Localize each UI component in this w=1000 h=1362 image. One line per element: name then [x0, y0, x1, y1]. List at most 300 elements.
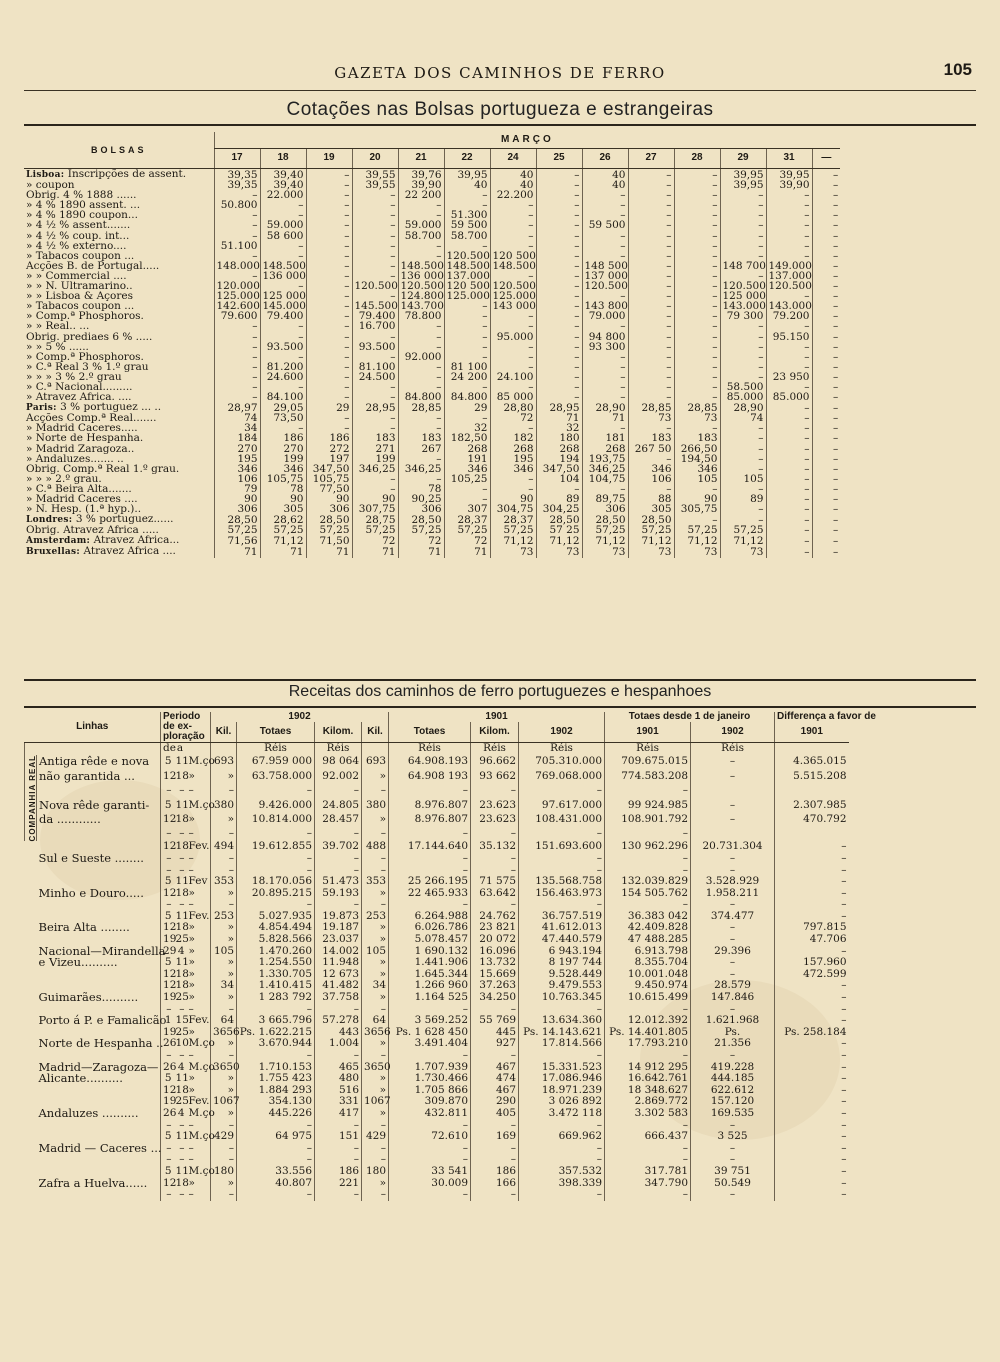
dif-1901: –	[775, 1073, 849, 1085]
totaes-1901: 1.707.939	[389, 1062, 471, 1074]
desde-1901: 10.001.048	[605, 969, 691, 981]
quote-cell: –	[536, 372, 582, 382]
quote-cell: –	[306, 251, 352, 261]
period-from: 12	[161, 841, 174, 853]
kil-1901: »	[362, 922, 389, 934]
kil-1901: »	[362, 1108, 389, 1120]
period-from: 26	[161, 1062, 174, 1074]
desde-1902: 9.528.449	[519, 969, 605, 981]
kilom-1901: 467	[471, 1085, 519, 1097]
kil-1902: 693	[211, 755, 237, 769]
desde-1902: 151.693.600	[519, 841, 605, 853]
quote-cell: –	[582, 231, 628, 241]
line-name	[37, 1120, 161, 1132]
kilom-1901: 445	[471, 1027, 519, 1039]
spacer-cell	[25, 980, 37, 992]
kil-1902: –	[211, 1154, 237, 1166]
quote-cell: 197	[306, 454, 352, 464]
quote-cell: –	[306, 241, 352, 251]
period-month: M.ço	[188, 798, 215, 811]
year-1901-header: 1901	[389, 712, 605, 722]
quote-cell: –	[674, 281, 720, 291]
spacer-cell	[25, 853, 37, 865]
spacer-cell	[25, 911, 37, 923]
period-month: –	[188, 1188, 194, 1201]
period-month: »	[188, 933, 195, 946]
quote-cell: 346,25	[352, 464, 398, 474]
dif-1901	[775, 827, 849, 841]
quote-cell: 71	[214, 546, 260, 557]
kil-1901: 105	[362, 946, 389, 958]
quote-cell: –	[628, 332, 674, 342]
period-from: –	[161, 899, 174, 911]
kil-1901: »	[362, 888, 389, 900]
totaes-1902: 4.854.494	[237, 922, 315, 934]
quote-cell: –	[812, 382, 840, 392]
kil-1902: »	[211, 769, 237, 783]
quote-cell: –	[490, 362, 536, 372]
quote-cell: –	[306, 291, 352, 301]
desde-1902: 41.612.013	[519, 922, 605, 934]
kil-1902: 105	[211, 946, 237, 958]
dif-1901: 2.307.985	[775, 798, 849, 812]
unit-kilom-1901: Réis	[471, 743, 519, 755]
period-month: Fev.	[188, 1014, 210, 1027]
totaes-1901: –	[389, 1154, 471, 1166]
quote-cell: 143.700	[398, 301, 444, 311]
quote-cell: –	[536, 301, 582, 311]
quote-cell: –	[536, 291, 582, 301]
quote-cell: –	[306, 231, 352, 241]
desde-1901: –	[605, 1143, 691, 1155]
quote-cell: –	[812, 261, 840, 271]
desde-1902: 108.431.000	[519, 813, 605, 827]
kilom-1901: 166	[471, 1178, 519, 1190]
kil-1901: »	[362, 1085, 389, 1097]
desde-1901: –	[605, 1004, 691, 1016]
quote-cell: 184	[214, 433, 260, 443]
quote-cell: 23 950	[766, 372, 812, 382]
kilom-1902: –	[315, 1120, 362, 1132]
line-name: Norte de Hespanha ..	[38, 1036, 164, 1051]
desde-1902: 17.814.566	[519, 1038, 605, 1050]
totaes-1902: 445.226	[237, 1108, 315, 1120]
quote-cell: 73	[628, 546, 674, 557]
kil-1901: 693	[362, 755, 389, 769]
table-row	[24, 311, 840, 321]
kilom-1901: –	[471, 1189, 519, 1201]
quote-cell: –	[582, 484, 628, 494]
quote-cell: –	[582, 362, 628, 372]
kilom-1901: –	[471, 865, 519, 877]
table-row	[25, 769, 849, 783]
desde-1902: Ps. 14.143.621	[519, 1027, 605, 1039]
quote-cell: –	[306, 423, 352, 433]
desde-1901: 9.450.974	[605, 980, 691, 992]
totaes-1901: 33 541	[389, 1166, 471, 1178]
kilom-1901: 24.762	[471, 911, 519, 923]
quote-cell: 125.000	[214, 291, 260, 301]
period-to: 11	[175, 1164, 189, 1177]
totaes-1902: Ps. 1.622.215	[237, 1027, 315, 1039]
dif-1901: –	[775, 1015, 849, 1027]
kilom-1901: 186	[471, 1166, 519, 1178]
quote-cell: 32	[536, 423, 582, 433]
line-name: não garantida ...	[39, 768, 135, 783]
quote-cell: 28,90	[582, 402, 628, 413]
quote-cell: –	[398, 474, 444, 484]
period-from: 12	[161, 1178, 174, 1190]
kilom-1902: 14.002	[315, 946, 362, 958]
quote-cell: –	[306, 210, 352, 220]
quote-cell: –	[720, 241, 766, 251]
quote-cell: 28,50	[582, 514, 628, 525]
period-to: –	[179, 827, 185, 840]
quote-cell: 22 200	[398, 190, 444, 200]
quote-cell: 346,25	[582, 464, 628, 474]
totaes-1901: 3.491.404	[389, 1038, 471, 1050]
desde-1902: –	[519, 853, 605, 865]
quote-cell: 124.800	[398, 291, 444, 301]
totaes-1901: Ps. 1 628 450	[389, 1027, 471, 1039]
quote-cell: –	[444, 352, 490, 362]
quote-cell: –	[306, 311, 352, 321]
quote-cell: –	[536, 261, 582, 271]
quote-cell: 71	[352, 546, 398, 557]
security-name: » Tabacos coupon ...	[26, 300, 135, 313]
quote-cell: 59 500	[444, 220, 490, 230]
totaes-1902: 354.130	[237, 1096, 315, 1108]
quote-cell: –	[674, 321, 720, 331]
quote-cell: –	[444, 190, 490, 200]
quote-cell: 22.000	[260, 190, 306, 200]
quote-cell: –	[628, 362, 674, 372]
totaes-1901: –	[389, 827, 471, 841]
cotacoes-rule	[24, 124, 976, 126]
period-to: –	[179, 784, 185, 797]
quote-cell: –	[766, 525, 812, 535]
quote-cell: –	[720, 433, 766, 443]
dif-1902: –	[691, 813, 775, 827]
line-name	[37, 784, 161, 798]
quote-cell: –	[536, 190, 582, 200]
date-header: 31	[766, 149, 812, 169]
quote-cell: 73	[490, 546, 536, 557]
quote-cell: –	[628, 352, 674, 362]
security-name: » » » 2.º grau.	[26, 472, 102, 485]
quote-cell: –	[766, 200, 812, 210]
quote-cell: 59.000	[398, 220, 444, 230]
quote-cell: –	[812, 514, 840, 525]
security-name: » » » 3 % 2.º grau	[26, 370, 122, 383]
quote-cell: 28,95	[352, 402, 398, 413]
quote-cell: –	[812, 372, 840, 382]
quote-cell: –	[306, 271, 352, 281]
kil-1902: 3650	[211, 1062, 237, 1074]
quote-cell: –	[398, 372, 444, 382]
quote-cell: –	[766, 484, 812, 494]
quote-cell: 81.100	[352, 362, 398, 372]
security-name: » » Lisboa & Açores	[26, 290, 133, 303]
quote-cell: –	[536, 200, 582, 210]
quote-cell: –	[214, 231, 260, 241]
quote-cell: –	[214, 332, 260, 342]
quote-cell: –	[812, 220, 840, 230]
kil-1902: –	[211, 784, 237, 798]
quote-cell: –	[812, 169, 840, 181]
quote-cell: 81.200	[260, 362, 306, 372]
dif-1901: –	[775, 1189, 849, 1201]
quote-cell: –	[628, 291, 674, 301]
line-name	[37, 865, 161, 877]
line-name: Sul e Sueste ........	[38, 850, 144, 865]
quote-cell: 93.500	[260, 342, 306, 352]
receitas-rule	[24, 706, 976, 708]
spacer-cell	[25, 876, 37, 888]
desde-1902: 6 943.194	[519, 946, 605, 958]
quote-cell: 104,75	[582, 474, 628, 484]
quote-cell: 39,95	[444, 169, 490, 181]
quote-cell: 270	[214, 444, 260, 454]
kil-1901: 488	[362, 841, 389, 853]
quote-cell: 89	[720, 494, 766, 504]
totaes-1901: –	[389, 865, 471, 877]
quote-cell: 39,76	[398, 169, 444, 181]
quote-cell: –	[628, 321, 674, 331]
period-month: »	[188, 1072, 195, 1085]
totaes-1901: –	[389, 899, 471, 911]
security-name: » Atravez Africa. ....	[26, 391, 132, 404]
quote-cell: 136 000	[260, 271, 306, 281]
periodo-header: Periodo	[161, 712, 211, 722]
kilom-1902: –	[315, 1154, 362, 1166]
period-from: 5	[161, 1073, 174, 1085]
table-row	[24, 200, 840, 210]
quote-cell: 183	[352, 433, 398, 443]
quote-cell: 28,80	[490, 402, 536, 413]
dif-1902: 169.535	[691, 1108, 775, 1120]
quote-cell: –	[582, 372, 628, 382]
quote-cell: –	[628, 210, 674, 220]
line-name: Nova rêde garanti-	[39, 797, 150, 812]
quote-cell: –	[444, 311, 490, 321]
totaes-1901: 1.705 866	[389, 1085, 471, 1097]
period-month: M.ço	[188, 1106, 215, 1119]
line-name: Madrid — Caceres ...	[38, 1140, 162, 1155]
quote-cell: –	[766, 454, 812, 464]
period-to: –	[179, 1153, 185, 1166]
quote-cell: –	[674, 352, 720, 362]
dif-1901: –	[775, 1143, 849, 1155]
quote-cell: –	[720, 454, 766, 464]
kil-1901: 64	[362, 1015, 389, 1027]
totaes-1902: –	[237, 853, 315, 865]
quote-cell: 39,35	[214, 180, 260, 190]
dif-1901: 4.365.015	[775, 755, 849, 769]
quote-cell: 268	[490, 444, 536, 454]
quote-cell: –	[766, 352, 812, 362]
table-row	[25, 876, 849, 888]
table-row	[24, 241, 840, 251]
quote-cell: 125 000	[720, 291, 766, 301]
quote-cell: –	[720, 332, 766, 342]
quote-cell: –	[398, 342, 444, 352]
period-from: 12	[161, 980, 174, 992]
period-from: –	[161, 1154, 174, 1166]
quote-cell: 72	[352, 535, 398, 546]
dif-1902: 28.579	[691, 980, 775, 992]
quote-cell: 268	[536, 444, 582, 454]
quote-cell: 34	[214, 423, 260, 433]
quote-cell: –	[490, 241, 536, 251]
quote-cell: –	[766, 362, 812, 372]
quote-cell: 39,40	[260, 169, 306, 181]
security-name: » Andaluzes....... ..	[26, 452, 124, 465]
quote-cell: 182,50	[444, 433, 490, 443]
security-name: Obrig. 4 % 1888 ......	[26, 189, 137, 202]
kil-1902: –	[211, 853, 237, 865]
dif-1901: –	[775, 1038, 849, 1050]
period-from: 26	[161, 1038, 174, 1050]
quote-cell: –	[812, 392, 840, 402]
kil-1902: 1067	[211, 1096, 237, 1108]
table-row	[24, 190, 840, 200]
quote-cell: 71	[306, 546, 352, 557]
quote-cell: –	[352, 382, 398, 392]
quote-cell: –	[674, 291, 720, 301]
period-month: »	[188, 812, 195, 825]
kilom-1902: –	[315, 827, 362, 841]
period-to: 18	[175, 1176, 189, 1189]
totaes-1901: 6.026.786	[389, 922, 471, 934]
table-row	[24, 372, 840, 382]
dif-1902: 39 751	[691, 1166, 775, 1178]
quote-cell: 71	[444, 546, 490, 557]
desde-1902: 769.068.000	[519, 769, 605, 783]
totaes-1902: 1.884 293	[237, 1085, 315, 1097]
quote-cell: –	[720, 504, 766, 514]
security-name: Acções Comp.ª Real.......	[26, 412, 157, 425]
line-name: Zafra a Huelva......	[38, 1175, 148, 1190]
totaes-1901: 8.976.807	[389, 813, 471, 827]
quote-cell: –	[214, 392, 260, 402]
spacer-cell	[25, 888, 37, 900]
quote-cell: 39,90	[398, 180, 444, 190]
period-from: 5	[161, 876, 174, 888]
kil-1902: –	[211, 1120, 237, 1132]
quote-cell: 73	[536, 546, 582, 557]
period-to: –	[179, 1002, 185, 1015]
line-name: Alicante..........	[38, 1071, 123, 1086]
dif-1902: 157.120	[691, 1096, 775, 1108]
kilom-1902: 92.002	[315, 769, 362, 783]
kilom-1902: 59.193	[315, 888, 362, 900]
quote-cell: –	[306, 332, 352, 342]
totaes-1902: –	[237, 865, 315, 877]
table-row	[25, 813, 849, 827]
kil-1901: 253	[362, 911, 389, 923]
kilom-1901: 34.250	[471, 992, 519, 1004]
desde-1902: 18.971.239	[519, 1085, 605, 1097]
quote-cell: –	[674, 220, 720, 230]
quote-cell: –	[352, 413, 398, 423]
kilom-1901: –	[471, 1143, 519, 1155]
quote-cell: 40	[582, 169, 628, 181]
kilom-1902: 23.037	[315, 934, 362, 946]
period-month: –	[188, 784, 194, 797]
spacer-cell	[25, 946, 37, 958]
quote-cell: –	[444, 301, 490, 311]
kilom-1901: 290	[471, 1096, 519, 1108]
quote-cell: 71,12	[536, 535, 582, 546]
kil-1902: 180	[211, 1166, 237, 1178]
security-name: 3 % portuguez......	[75, 513, 174, 526]
line-name: Nacional—Mirandella	[38, 943, 166, 958]
quote-cell: –	[720, 352, 766, 362]
security-name: » » Real.. ...	[26, 320, 90, 333]
line-name: Andaluzes ..........	[38, 1105, 139, 1120]
dif-1901: –	[775, 1050, 849, 1062]
periodo-header-2: de ex-	[161, 722, 211, 732]
quote-cell: –	[260, 332, 306, 342]
desde-1901: –	[605, 853, 691, 865]
quote-cell: –	[536, 321, 582, 331]
period-from: 29	[161, 946, 174, 958]
security-name: » Norte de Hespanha.	[26, 432, 144, 445]
desde-1901: 154 505.762	[605, 888, 691, 900]
quote-cell: –	[352, 484, 398, 494]
dif-1902: 444.185	[691, 1073, 775, 1085]
dif-1901: –	[775, 992, 849, 1004]
kil-1902: »	[211, 1038, 237, 1050]
totaes-header: Totaes	[237, 722, 315, 743]
quote-cell: –	[536, 332, 582, 342]
security-name: » Comp.ª Phosphoros.	[26, 350, 144, 363]
quote-cell: –	[398, 413, 444, 423]
date-header: 29	[720, 149, 766, 169]
quote-cell: –	[214, 190, 260, 200]
kil-1902: –	[211, 827, 237, 841]
line-name: da ............	[39, 811, 101, 826]
quote-cell: –	[720, 220, 766, 230]
date-header: 27	[628, 149, 674, 169]
period-month: »	[188, 886, 195, 899]
quote-cell: 58.700	[398, 231, 444, 241]
quote-cell: 143.000	[766, 301, 812, 311]
quote-cell: 346	[490, 464, 536, 474]
quote-cell: 90	[306, 494, 352, 504]
dif-1902: –	[691, 769, 775, 783]
dif-1902: 3 525	[691, 1131, 775, 1143]
dif-1901: –	[775, 980, 849, 992]
quote-cell: –	[766, 402, 812, 413]
quote-cell: –	[352, 261, 398, 271]
desde-1901: Ps. 14.401.805	[605, 1027, 691, 1039]
kil-1901: 34	[362, 980, 389, 992]
quote-cell: 90	[674, 494, 720, 504]
quote-cell: 22.200	[490, 190, 536, 200]
quote-cell: 24.100	[490, 372, 536, 382]
quote-cell: 120.500	[720, 281, 766, 291]
quote-cell: –	[674, 241, 720, 251]
quote-cell: 90	[260, 494, 306, 504]
quote-cell: 105	[720, 474, 766, 484]
totaes-1901: 3 569.252	[389, 1015, 471, 1027]
kil-1901: »	[362, 992, 389, 1004]
kilom-1902: 37.758	[315, 992, 362, 1004]
kilom-1902: 12 673	[315, 969, 362, 981]
quote-cell: –	[398, 382, 444, 392]
